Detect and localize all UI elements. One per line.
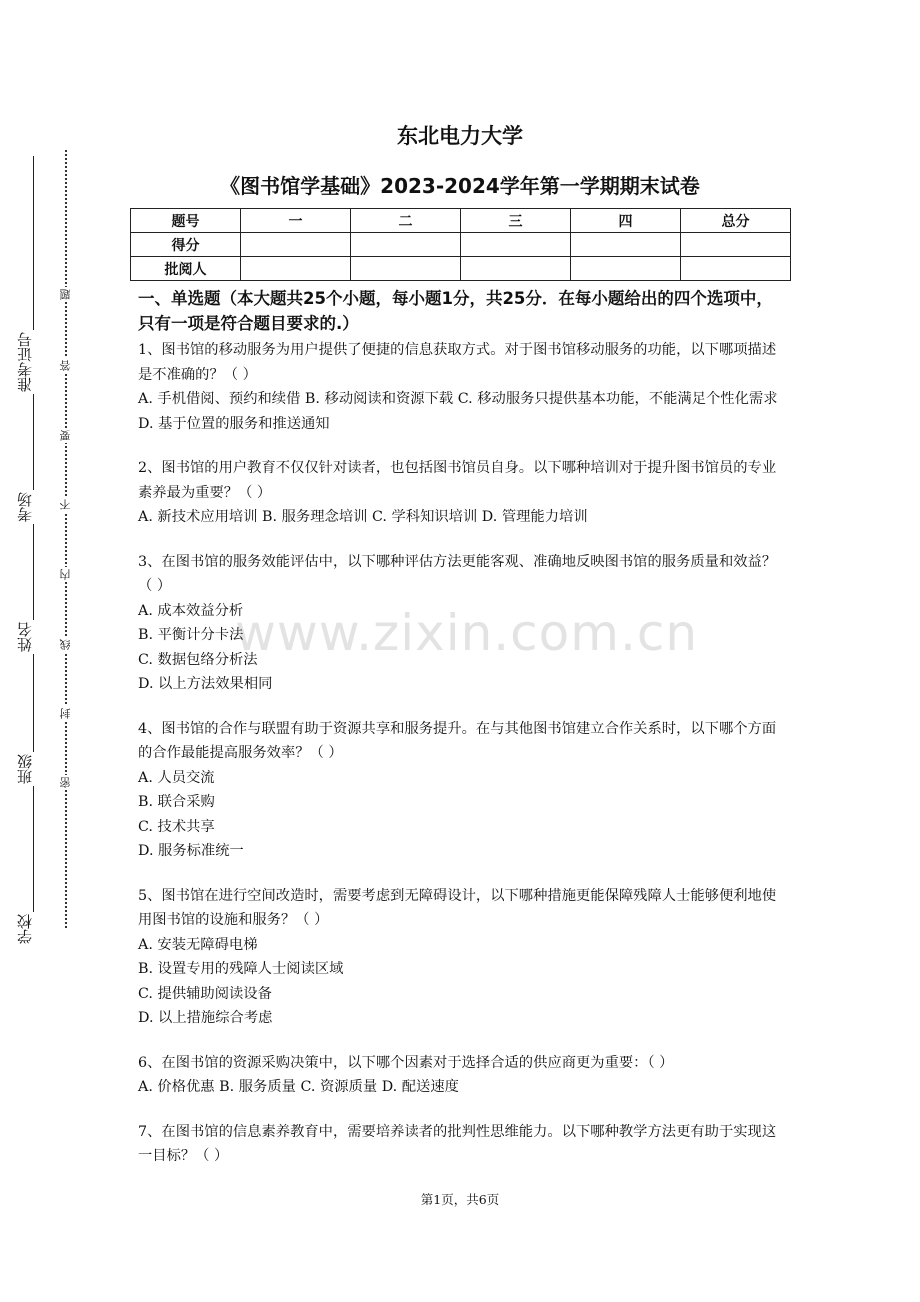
table-cell — [351, 257, 461, 281]
binding-margin — [0, 0, 110, 1302]
seal-char: 密 — [59, 777, 72, 788]
score-table — [130, 208, 791, 281]
question-stem: 1、图书馆的移动服务为用户提供了便捷的信息获取方式。对于图书馆移动服务的功能，以下哪项描述是不准确的？（ ） — [138, 342, 777, 383]
option-b: B. 联合采购 — [138, 794, 215, 810]
option-d: D. 服务标准统一 — [138, 843, 244, 859]
section-title: 一、单选题（本大题共25个小题，每小题1分，共25分．在每小题给出的四个选项中，只有一项是符合题目要求的.） — [138, 289, 773, 333]
seal-char: 要 — [59, 430, 72, 441]
exam-number-label: 准考证号 — [15, 330, 43, 394]
exam-content — [138, 286, 784, 1189]
option-b: B. 设置专用的残障人士阅读区域 — [138, 961, 344, 977]
question-stem: 3、在图书馆的服务效能评估中，以下哪种评估方法更能客观、准确地反映图书馆的服务质量和效益？（ ） — [138, 553, 777, 594]
exam-header — [130, 118, 790, 204]
table-cell — [461, 233, 571, 257]
binding-solid-line — [33, 156, 34, 934]
watermark: www.zixin.com.cn — [235, 604, 699, 662]
question-stem: 7、在图书馆的信息素养教育中，需要培养读者的批判性思维能力。以下哪种教学方法更有助于实现这一目标？（ ） — [138, 1123, 777, 1164]
question-3 — [138, 550, 784, 697]
exam-room-label: 考场 — [15, 490, 43, 524]
option-c: C. 技术共享 — [138, 818, 215, 835]
table-cell: 批阅人 — [131, 257, 241, 281]
table-row — [131, 209, 791, 233]
table-cell — [241, 257, 351, 281]
seal-char: 不 — [59, 499, 72, 510]
table-cell — [571, 257, 681, 281]
seal-char: 线 — [59, 639, 72, 650]
table-cell: 题号 — [131, 209, 241, 233]
question-7 — [138, 1120, 784, 1169]
school-name: 东北电力大学 — [397, 124, 523, 148]
table-cell: 得分 — [131, 233, 241, 257]
option-a: A. 成本效益分析 — [138, 602, 244, 619]
question-stem: 2、图书馆的用户教育不仅仅针对读者，也包括图书馆员自身。以下哪种培训对于提升图书馆员的专业素养最为重要？（ ） — [138, 460, 777, 501]
seal-char: 内 — [59, 569, 72, 580]
question-options — [138, 599, 784, 697]
question-6 — [138, 1051, 784, 1100]
option-a: A. 人员交流 — [138, 769, 215, 786]
option-c: C. 数据包络分析法 — [138, 651, 258, 668]
class-label: 班级 — [15, 752, 43, 786]
exam-title: 《图书馆学基础》2023-2024学年第一学期期末试卷 — [220, 174, 700, 198]
option-b: B. 平衡计分卡法 — [138, 627, 244, 643]
question-4 — [138, 717, 784, 864]
option-a: A. 安装无障碍电梯 — [138, 936, 258, 953]
option-d: D. 以上方法效果相同 — [138, 676, 273, 692]
table-row — [131, 257, 791, 281]
question-options — [138, 766, 784, 864]
table-cell: 四 — [571, 209, 681, 233]
question-options — [138, 933, 784, 1031]
seal-char: 封 — [59, 708, 72, 719]
question-2 — [138, 456, 784, 530]
school-label: 学校 — [15, 912, 43, 946]
table-cell — [351, 233, 461, 257]
question-5 — [138, 884, 784, 1031]
binding-dotted-line — [65, 150, 67, 928]
table-cell — [571, 233, 681, 257]
question-stem: 5、图书馆在进行空间改造时，需要考虑到无障碍设计，以下哪种措施更能保障残障人士能够便利地使用图书馆的设施和服务？（ ） — [138, 887, 777, 928]
table-cell: 总分 — [681, 209, 791, 233]
question-1 — [138, 338, 784, 436]
table-cell — [241, 233, 351, 257]
question-stem: 4、图书馆的合作与联盟有助于资源共享和服务提升。在与其他图书馆建立合作关系时，以下哪个方面的合作最能提高服务效率？（ ） — [138, 720, 777, 761]
table-cell — [681, 257, 791, 281]
table-cell — [681, 233, 791, 257]
option-c: C. 提供辅助阅读设备 — [138, 985, 272, 1002]
table-cell — [461, 257, 571, 281]
table-cell: 二 — [351, 209, 461, 233]
table-row — [131, 233, 791, 257]
question-options: A. 手机借阅、预约和续借 B. 移动阅读和资源下载 C. 移动服务只提供基本功能，不能满足个性化需求 D. 基于位置的服务和推送通知 — [138, 391, 778, 432]
question-stem: 6、在图书馆的资源采购决策中，以下哪个因素对于选择合适的供应商更为重要：（ ） — [138, 1054, 674, 1071]
option-d: D. 以上措施综合考虑 — [138, 1010, 273, 1026]
table-cell: 三 — [461, 209, 571, 233]
question-options: A. 价格优惠 B. 服务质量 C. 资源质量 D. 配送速度 — [138, 1079, 459, 1095]
table-cell: 一 — [241, 209, 351, 233]
seal-char: 题 — [59, 289, 72, 300]
student-name-label: 姓名 — [15, 620, 43, 654]
question-options: A. 新技术应用培训 B. 服务理念培训 C. 学科知识培训 D. 管理能力培训 — [138, 509, 588, 525]
seal-char: 答 — [59, 360, 72, 371]
page-footer: 第1页，共6页 — [420, 1192, 500, 1207]
